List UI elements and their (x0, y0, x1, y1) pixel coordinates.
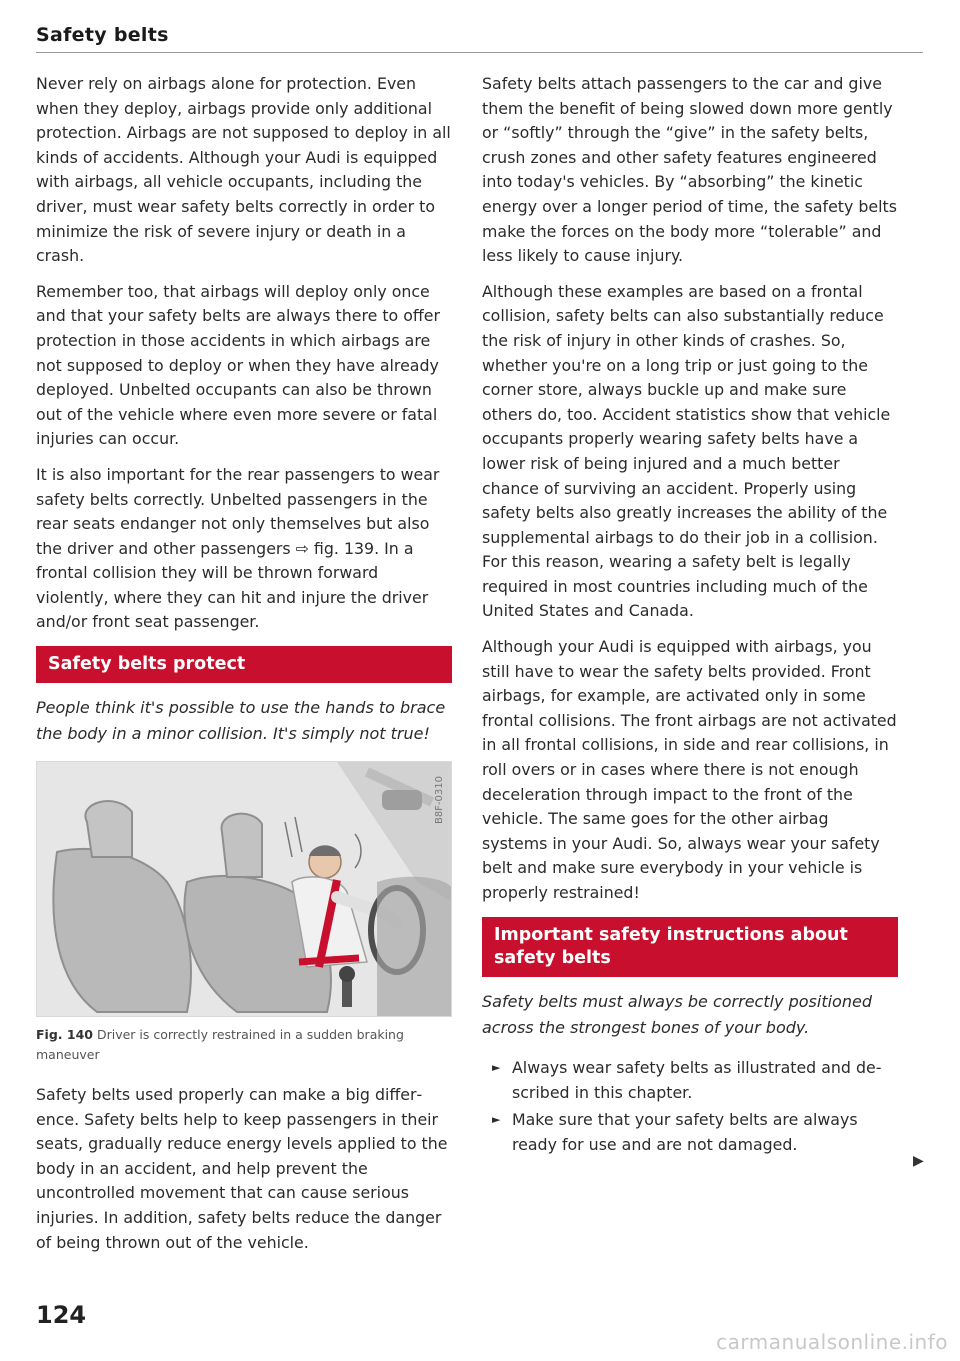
body-paragraph: Safety belts used properly can make a big difference. Safety belts help to keep passengers in their seats, gradually reduce energy levels applied to the body in an accident, and help prevent the uncontrolled movement that can cause serious injuries. In addition, safety belts reduce the danger of being thrown out of the vehicle. (36, 1085, 448, 1252)
list-item: ► Always wear safety belts as illustrated and described in this chapter. (482, 1055, 898, 1105)
section-heading-important-safety-instructions: Important safety instructions about safety belts (482, 917, 898, 977)
figure-140-illustration (36, 761, 452, 1017)
figure-caption-label: Fig. 140 (36, 1027, 93, 1043)
page-number: 124 (36, 1301, 87, 1329)
bullet-arrow-icon: ► (492, 1112, 501, 1126)
figure-caption-text: Driver is correctly restrained in a sudden braking maneuver (36, 1027, 404, 1063)
driver-illustration (37, 762, 452, 1017)
body-paragraph: Never rely on airbags alone for protection. Even when they deploy, airbags provide only additional protection. Airbags are not supposed to deploy in all kinds of accidents. Although your Audi is equipped with airbags, all vehicle occupants, including the driver, must wear safety belts correctly in order to minimize the risk of severe injury or death in a crash. (36, 74, 451, 266)
body-paragraph: Although your Audi is equipped with airbags, you still have to wear the safety belts provided. Front airbags, for example, are activated only in some frontal collisions. The front airbags are not activated in all frontal collisions, in side and rear collisions, in roll overs or in cases where there is not enough deceleration through impact to the front of the vehicle. The same goes for the other airbag systems in your Audi. So, always wear your safety belt and make sure everybody in your vehicle is properly restrained! (482, 637, 897, 902)
list-item: ► Make sure that your safety belts are always ready for use and are not damaged. (482, 1107, 898, 1157)
section-intro: People think it's possible to use the hands to brace the body in a minor collision. It's simply not true! (36, 698, 446, 744)
body-paragraph: Safety belts attach passengers to the car and give them the benefit of being slowed down more gently or “softly” through the “give” in the safety belts, crush zones and other safety features engineered into today's vehicles. By “absorbing” the kinetic energy over a longer period of time, the safety belts make the forces on the body more “tolerable” and less likely to cause injury. (482, 74, 897, 266)
left-column (36, 72, 452, 1266)
bullet-arrow-icon: ► (492, 1060, 501, 1074)
body-paragraph: Although these examples are based on a frontal collision, safety belts can also substantially reduce the risk of injury in other kinds of crashes. So, whether you're on a long trip or just going to the corner store, always buckle up and make sure others do, too. Accident statistics show that vehicle occupants properly wearing safety belts have a lower risk of being injured and a much better chance of surviving an accident. Properly using safety belts also greatly increases the ability of the supplemental airbags to do their job in a collision. For this reason, wearing a safety belt is legally required in most countries including much of the United States and Canada. (482, 281, 891, 621)
body-paragraph: It is also important for the rear passengers to wear safety belts correctly. Unbelted passengers in the rear seats endanger not only themselves but also the driver and other passengers ⇨ fig. 139. In a frontal collision they will be thrown forward violently, where they can hit and injure the driver and/or front seat passenger. (36, 464, 440, 632)
figure-caption (36, 1025, 452, 1065)
body-paragraph: Remember too, that airbags will deploy only once and that your safety belts are always there to offer protection in those accidents in which airbags are not supposed to deploy or when they have already deployed. Unbelted occupants can also be thrown out of the vehicle where even more severe or fatal injuries can occur. (36, 281, 441, 449)
right-column (482, 72, 898, 1159)
figure-code: B8F-0310 (434, 776, 445, 825)
continue-arrow-icon: ▶ (913, 1153, 924, 1169)
section-intro: Safety belts must always be correctly positioned across the strongest bones of your body. (482, 991, 872, 1037)
header-divider (36, 52, 923, 53)
page-header-title: Safety belts (36, 24, 169, 46)
section-heading-safety-belts-protect: Safety belts protect (36, 646, 452, 683)
watermark: carmanualsonline.info (716, 1330, 948, 1354)
instruction-list (482, 1055, 898, 1157)
